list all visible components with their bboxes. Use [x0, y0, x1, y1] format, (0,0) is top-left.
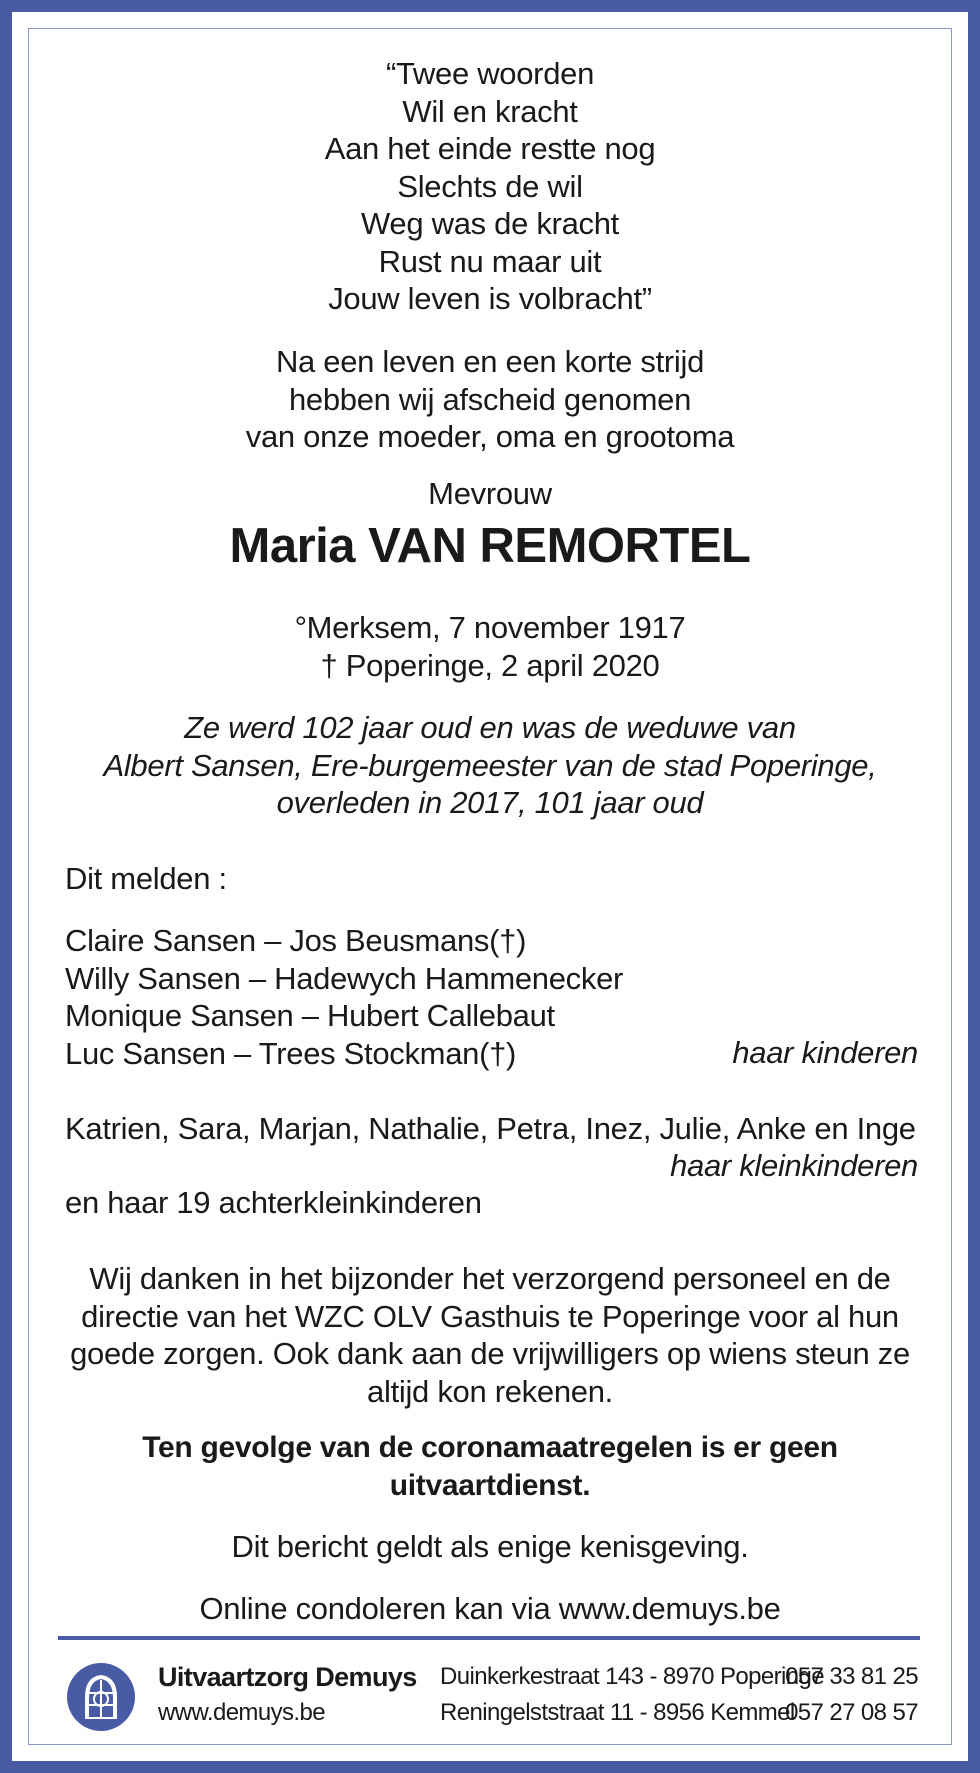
intro-line: hebben wij afscheid genomen — [288, 381, 692, 417]
poem-line: Rust nu maar uit — [378, 243, 602, 279]
great-grandchildren: en haar 19 achterkleinkinderen — [65, 1185, 482, 1220]
bio-line: overleden in 2017, 101 jaar oud — [276, 785, 704, 820]
birth-line: °Merksem, 7 november 1917 — [294, 610, 686, 645]
child-entry: Monique Sansen – Hubert Callebaut — [65, 998, 555, 1033]
thanks-line: Wij danken in het bijzonder het verzorgend personeel en de — [89, 1261, 891, 1296]
deceased-name: Maria VAN REMORTEL — [229, 519, 751, 573]
child-entry: Willy Sansen – Hadewych Hammenecker — [65, 960, 624, 996]
corona-notice — [0, 1429, 980, 1505]
poem-line: Jouw leven is volbracht” — [328, 281, 652, 316]
children-label: haar kinderen — [732, 1035, 918, 1070]
poem-line: Weg was de kracht — [361, 206, 619, 241]
website-link[interactable]: www.demuys.be — [158, 1699, 325, 1726]
intro-line: Na een leven en een korte strijd — [275, 344, 705, 379]
grandchildren-label: haar kleinkinderen — [670, 1148, 918, 1183]
thanks-line: goede zorgen. Ook dank aan de vrijwilligers op wiens steun ze — [70, 1336, 910, 1371]
footer-divider — [58, 1636, 920, 1640]
online-condolence: Online condoleren kan via www.demuys.be — [199, 1591, 781, 1626]
death-line: † Poperinge, 2 april 2020 — [320, 647, 660, 683]
thanks-line: directie van het WZC OLV Gasthuis te Poperinge voor al hun — [81, 1298, 899, 1334]
children-list — [65, 922, 623, 1072]
child-entry: Claire Sansen – Jos Beusmans(†) — [65, 923, 527, 958]
phone-poperinge[interactable]: 057 33 81 25 — [785, 1663, 918, 1690]
child-entry: Luc Sansen – Trees Stockman(†) — [65, 1035, 517, 1071]
poem-line: Slechts de wil — [397, 168, 583, 204]
poem — [0, 55, 980, 318]
intro — [0, 343, 980, 456]
biography — [0, 709, 980, 822]
brand-name: Uitvaartzorg Demuys — [158, 1662, 417, 1692]
notice-line: uitvaartdienst. — [389, 1469, 591, 1502]
poem-line: Wil en kracht — [402, 93, 578, 129]
notice-line: Ten gevolge van de coronamaatregelen is er geen — [142, 1431, 838, 1464]
address-poperinge: Duinkerkestraat 143 - 8970 Poperinge — [440, 1663, 824, 1690]
poem-line: Aan het einde restte nog — [324, 131, 656, 166]
address-kemmel: Reningelststraat 11 - 8956 Kemmel — [440, 1699, 795, 1726]
phone-kemmel[interactable]: 057 27 08 57 — [785, 1699, 918, 1726]
grandchildren-list: Katrien, Sara, Marjan, Nathalie, Petra, Inez, Julie, Anke en Inge — [65, 1111, 916, 1146]
bio-line: Ze werd 102 jaar oud en was de weduwe van — [184, 710, 796, 745]
announce-label: Dit melden : — [65, 861, 227, 896]
only-notice: Dit bericht geldt als enige kenisgeving. — [231, 1529, 749, 1564]
poem-line: “Twee woorden — [385, 56, 595, 91]
intro-line: van onze moeder, oma en grootoma — [245, 419, 735, 454]
chapel-window-icon — [67, 1663, 135, 1731]
thanks — [0, 1260, 980, 1410]
footer — [0, 1650, 980, 1750]
dates — [0, 609, 980, 684]
thanks-line: altijd kon rekenen. — [367, 1373, 613, 1409]
honorific: Mevrouw — [428, 476, 552, 511]
bio-line: Albert Sansen, Ere-burgemeester van de stad Poperinge, — [103, 747, 877, 783]
